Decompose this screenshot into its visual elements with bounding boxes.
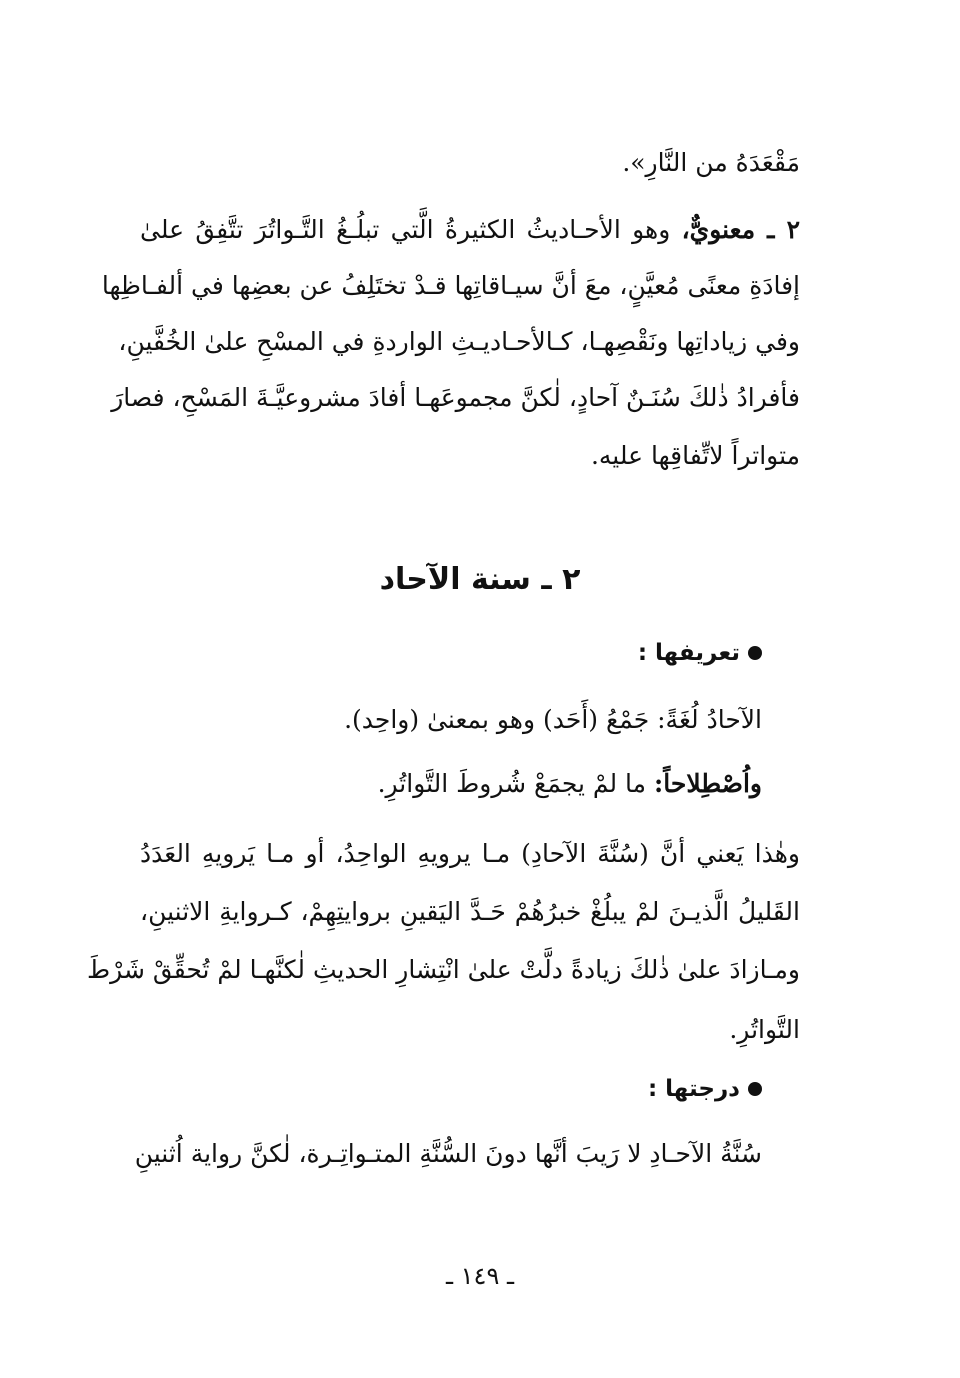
text-line-content: وهٰذا يَعني أنَّ (سُنَّةَ الآحادِ) مـا يرويهِ الواحِدُ، أو مـا يَرويهِ العَدَدُ	[140, 839, 800, 868]
page-number: ـ ١٤٩ ـ	[445, 1262, 514, 1290]
text-line-content: التَّواتُرِ.	[729, 1015, 800, 1044]
bullet-icon	[748, 1082, 762, 1096]
text-line-content: ومـازادَ علىٰ ذٰلكَ زيادةً دلَّتْ علىٰ انْتِشارِ الحديثِ لٰكنَّهـا لمْ تُحقِّقْ شَرْطَ	[87, 955, 800, 984]
subheading-label: تعريفها :	[637, 640, 740, 666]
text-line	[87, 950, 800, 990]
text-line	[622, 143, 800, 183]
text-line	[140, 834, 800, 874]
text-line-content: إفادَةِ معنًى مُعيَّنٍ، معَ أنَّ سيـاقاتِها قـدْ تختَلِفُ عن بعضِها في ألفـاظِها	[101, 271, 800, 300]
text-line	[111, 378, 800, 418]
text-line-content: سُنَّةُ الآحـادِ لا رَيبَ أنَّها دونَ السُّنَّةِ المتـواتِـرة، لٰكنَّ رواية اُثنينِ	[134, 1139, 762, 1168]
text-line	[140, 210, 800, 250]
text-line	[378, 764, 762, 804]
text-line	[101, 266, 800, 306]
text-line-content: مَقْعَدَهُ من النَّارِ».	[622, 148, 800, 177]
text-line-content: وهو الأحـاديثُ الكثيرةُ الَّتي تبلُـغُ التَّـواتُرَ تتَّفِقُ علىٰ	[140, 215, 682, 244]
text-line-content: فأفرادُ ذٰلكَ سُنَـنٌ آحادٍ، لٰكنَّ مجموعَهـا أفادَ مشروعيَّـةَ المَسْحِ، فصارَ	[111, 383, 800, 412]
text-line	[118, 322, 800, 362]
item-lead: واُصْطِلاحاً:	[654, 769, 762, 798]
subheading-label: درجتها :	[647, 1076, 740, 1102]
text-line-content: وفي زياداتِها ونَقْصِهـا، كـالأحـاديـثِ الواردةِ في المسْحِ علىٰ الخُفَّينِ،	[118, 327, 800, 356]
subheading-degree	[648, 1076, 762, 1102]
text-line-content: الآحادُ لُغَةً: جَمْعُ (أَحَد) وهو بمعنىٰ (واحِد).	[344, 705, 762, 734]
section-title: ٢ ـ سنة الآحاد	[379, 562, 581, 597]
subheading-definition	[638, 640, 762, 666]
text-line	[591, 436, 800, 476]
bullet-icon	[748, 646, 762, 660]
text-line	[140, 892, 800, 932]
text-line-content: ما لمْ يجمَعْ شُروطَ التَّواتُرِ.	[377, 769, 655, 798]
text-line	[134, 1134, 762, 1174]
text-line	[344, 700, 762, 740]
text-line-content: متواتراً لاتِّفاقِها عليه.	[590, 441, 800, 470]
item-lead: ٢ ـ معنويٌّ،	[681, 215, 800, 244]
text-line	[729, 1010, 800, 1050]
text-line-content: القَليلُ الَّذيـنَ لمْ يبلُغْ خبرُهُمْ حَـدَّ اليَقينِ بروايتِهِمْ، كـروايةِ الاثنينِ،	[140, 897, 800, 926]
